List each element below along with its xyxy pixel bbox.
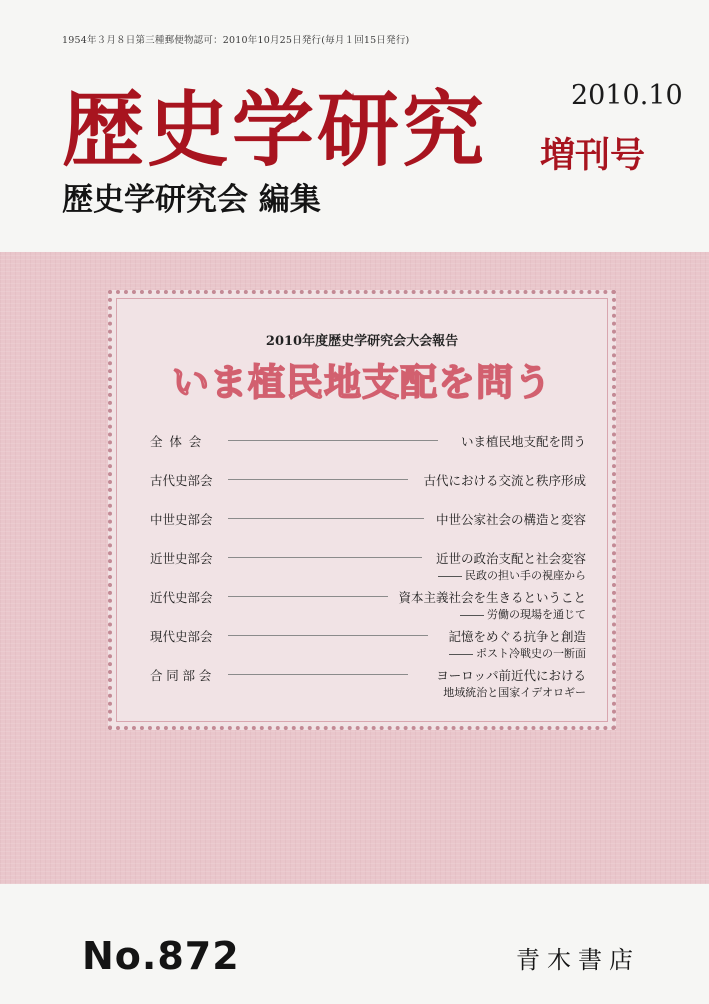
session-topic: 近世の政治支配と社会変容 bbox=[435, 551, 586, 566]
session-row bbox=[150, 432, 586, 471]
leader-line bbox=[228, 440, 438, 441]
session-list bbox=[150, 432, 586, 705]
issue-date: 2010.10 bbox=[571, 80, 683, 111]
special-issue-label: 増刊号 bbox=[540, 136, 646, 176]
session-subtitle bbox=[460, 606, 586, 622]
publisher-name: 青木書店 bbox=[516, 946, 640, 974]
leader-line bbox=[228, 635, 428, 636]
session-topic: いま植民地支配を問う bbox=[460, 434, 586, 449]
session-row bbox=[150, 471, 586, 510]
session-row bbox=[150, 549, 586, 588]
session-subtitle bbox=[443, 684, 586, 700]
dash-line bbox=[460, 615, 484, 616]
session-topic: 記憶をめぐる抗争と創造 bbox=[448, 629, 586, 644]
session-name: 中世史部会 bbox=[150, 512, 213, 527]
dash-line bbox=[449, 654, 473, 655]
session-topic: 資本主義社会を生きるということ bbox=[398, 590, 586, 605]
session-subtitle-text: 労働の現場を通じて bbox=[487, 608, 586, 621]
session-subtitle-text: 地域統治と国家イデオロギー bbox=[443, 686, 586, 699]
session-name: 近世史部会 bbox=[150, 551, 213, 566]
session-topic: 古代における交流と秩序形成 bbox=[423, 473, 586, 488]
leader-line bbox=[228, 674, 408, 675]
session-name: 全体会 bbox=[150, 434, 209, 449]
editor-credit: 歴史学研究会 編集 bbox=[62, 182, 321, 218]
theme-title: いま植民地支配を問う bbox=[172, 361, 552, 404]
issue-number: No.872 bbox=[82, 934, 240, 978]
contents-frame bbox=[108, 290, 616, 730]
dash-line bbox=[438, 576, 462, 577]
leader-line bbox=[228, 479, 408, 480]
cover-header bbox=[0, 0, 709, 252]
report-label: 2010年度歴史学研究会大会報告 bbox=[265, 334, 459, 349]
session-subtitle-text: ポスト冷戦史の一断面 bbox=[476, 647, 586, 660]
session-row bbox=[150, 588, 586, 627]
session-row bbox=[150, 627, 586, 666]
session-topic: 中世公家社会の構造と変容 bbox=[435, 512, 586, 527]
session-name: 近代史部会 bbox=[150, 590, 213, 605]
session-name: 現代史部会 bbox=[150, 629, 213, 644]
session-name: 合同部会 bbox=[150, 668, 216, 683]
postal-registration-note: 1954年３月８日第三種郵便物認可：2010年10月25日発行(毎月１回15日発行) bbox=[62, 35, 410, 46]
leader-line bbox=[228, 557, 422, 558]
session-subtitle-text: 民政の担い手の視座から bbox=[465, 569, 586, 582]
session-row bbox=[150, 666, 586, 705]
session-topic: ヨーロッパ前近代における bbox=[436, 668, 586, 683]
session-subtitle bbox=[438, 567, 586, 583]
leader-line bbox=[228, 596, 388, 597]
journal-title: 歴史学研究 bbox=[62, 83, 488, 178]
leader-line bbox=[228, 518, 424, 519]
session-name: 古代史部会 bbox=[150, 473, 213, 488]
session-subtitle bbox=[449, 645, 586, 661]
session-row bbox=[150, 510, 586, 549]
